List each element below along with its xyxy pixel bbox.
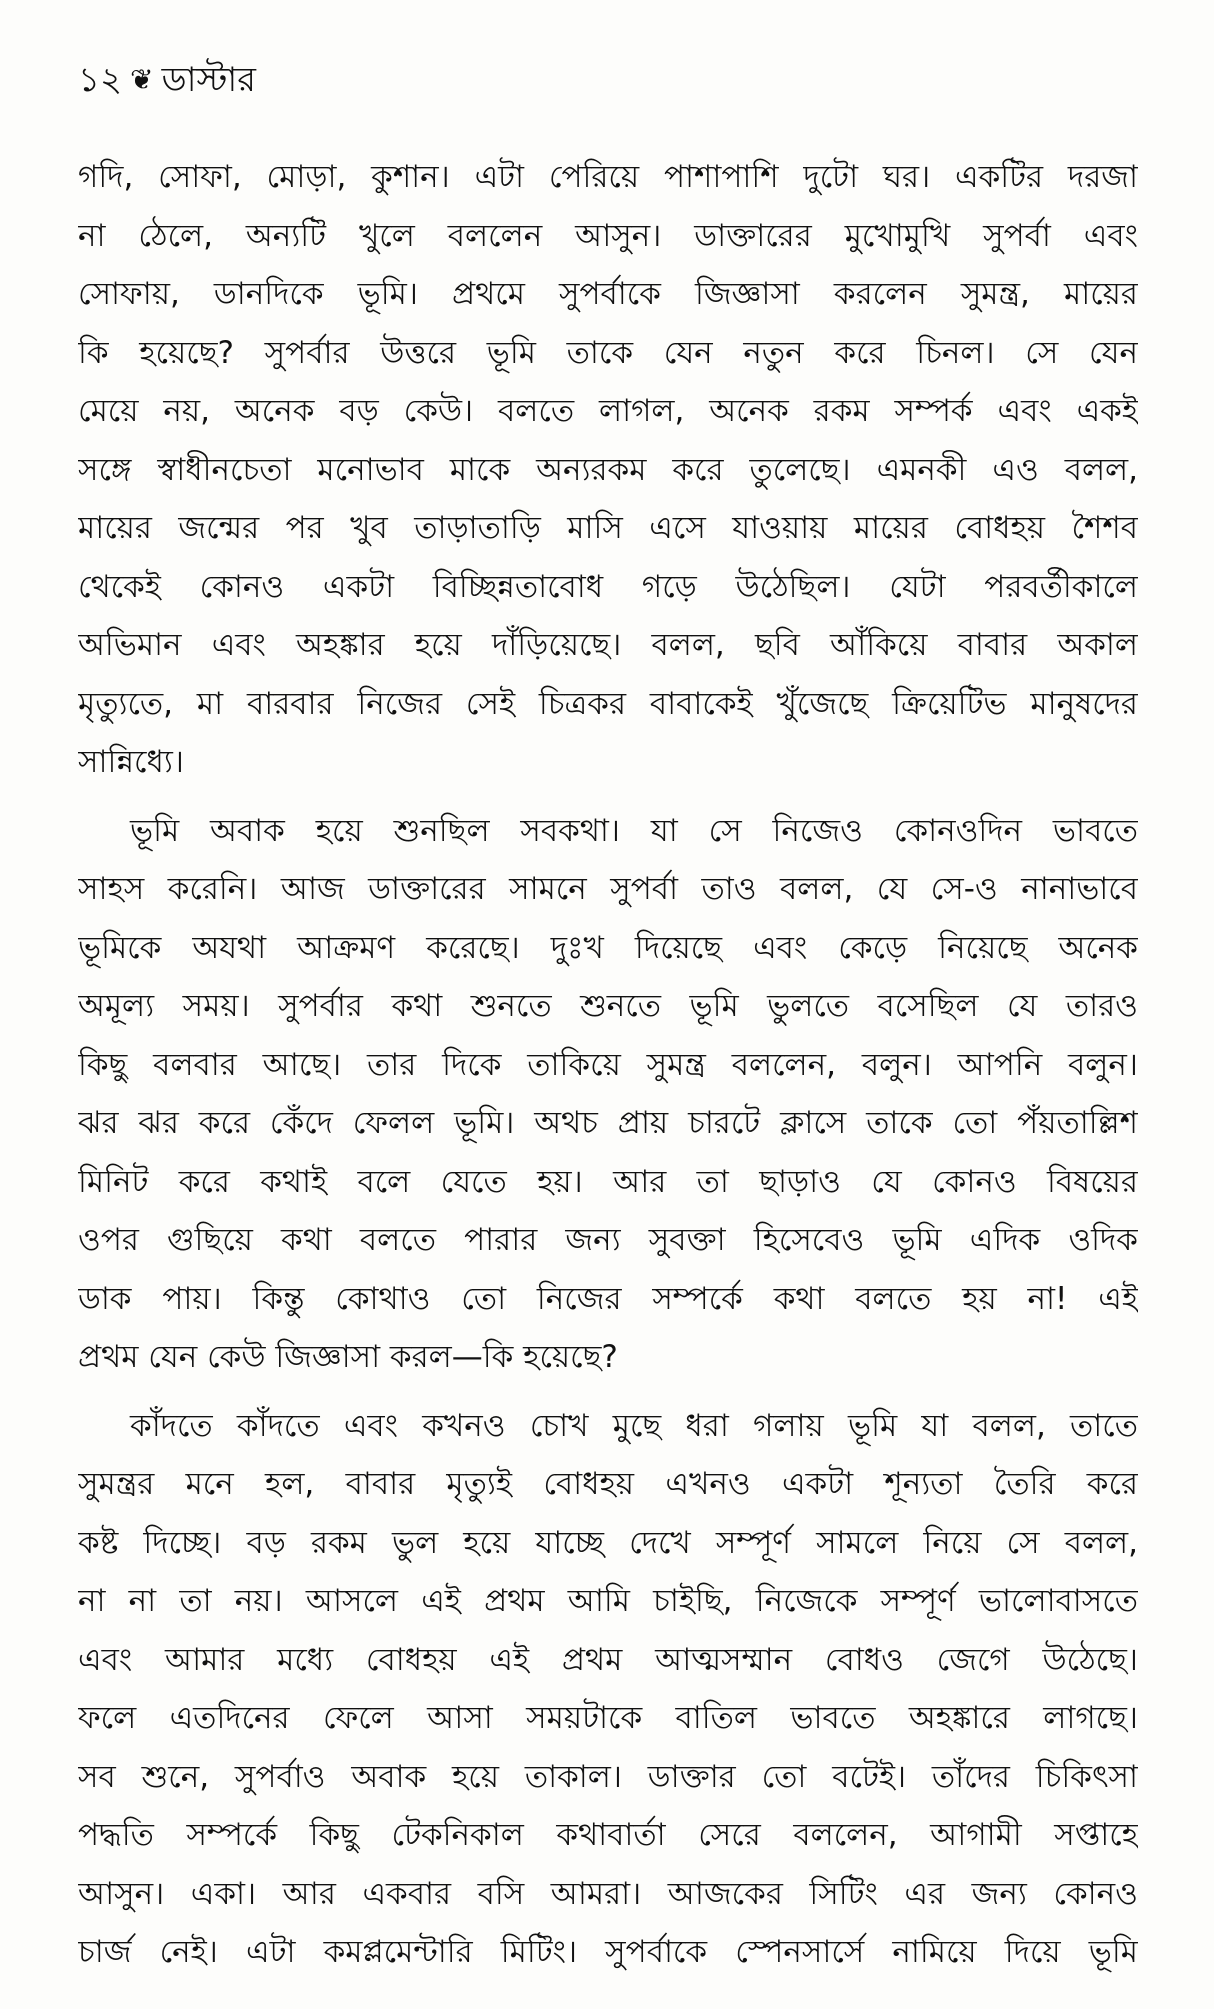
text-line: সঙ্গে স্বাধীনচেতা মনোভাব মাকে অন্যরকম করে তুলেছে। এমনকী এও বলল, xyxy=(78,451,1138,488)
paragraph-1 xyxy=(78,148,1138,792)
text-line: ভূমি অবাক হয়ে শুনছিল সবকথা। যা সে নিজেও কোনওদিন ভাবতে xyxy=(130,812,1138,849)
text-line: ওপর গুছিয়ে কথা বলতে পারার জন্য সুবক্তা হিসেবেও ভূমি এদিক ওদিক xyxy=(78,1222,1138,1258)
text-line: সব শুনে, সুপর্বাও অবাক হয়ে তাকাল। ডাক্তার তো বটেই। তাঁদের চিকিৎসা xyxy=(78,1758,1138,1795)
text-line: কিছু বলবার আছে। তার দিকে তাকিয়ে সুমন্ত্র বললেন, বলুন। আপনি বলুন। xyxy=(78,1046,1138,1083)
text-line: সুমন্ত্রর মনে হল, বাবার মৃত্যুই বোধহয় এখনও একটা শূন্যতা তৈরি করে xyxy=(78,1466,1138,1502)
text-line: কষ্ট দিচ্ছে। বড় রকম ভুল হয়ে যাচ্ছে দেখে সম্পূর্ণ সামলে নিয়ে সে বলল, xyxy=(78,1524,1138,1561)
text-line: এবং আমার মধ্যে বোধহয় এই প্রথম আত্মসম্মান বোধও জেগে উঠেছে। xyxy=(78,1641,1138,1678)
text-line: চার্জ নেই। এটা কমপ্লমেন্টারি মিটিং। সুপর্বাকে স্পেনসার্সে নামিয়ে দিয়ে ভূমি xyxy=(78,1934,1138,1970)
text-line: সোফায়, ডানদিকে ভূমি। প্রথমে সুপর্বাকে জিজ্ঞাসা করলেন সুমন্ত্র, মায়ের xyxy=(78,276,1138,312)
text-line: ভূমিকে অযথা আক্রমণ করেছে। দুঃখ দিয়েছে এবং কেড়ে নিয়েছে অনেক xyxy=(78,929,1138,966)
fleuron-icon: ❦ xyxy=(130,63,154,96)
text-line: সান্নিধ্যে। xyxy=(78,744,184,780)
text-line: ডাক পায়। কিন্তু কোথাও তো নিজের সম্পর্কে কথা বলতে হয় না! এই xyxy=(78,1280,1138,1317)
text-line: গদি, সোফা, মোড়া, কুশান। এটা পেরিয়ে পাশাপাশি দুটো ঘর। একটির দরজা xyxy=(78,159,1138,195)
text-line: না না তা নয়। আসলে এই প্রথম আমি চাইছি, নিজেকে সম্পূর্ণ ভালোবাসতে xyxy=(78,1583,1138,1619)
paragraph-gap xyxy=(78,792,1138,802)
page-number: ১২ xyxy=(78,60,123,100)
text-line: কি হয়েছে? সুপর্বার উত্তরে ভূমি তাকে যেন নতুন করে চিনল। সে যেন xyxy=(78,334,1138,371)
text-line: মায়ের জন্মের পর খুব তাড়াতাড়ি মাসি এসে যাওয়ায় মায়ের বোধহয় শৈশব xyxy=(78,510,1138,546)
body-text xyxy=(78,148,1138,1982)
text-line: মিনিট করে কথাই বলে যেতে হয়। আর তা ছাড়াও যে কোনও বিষয়ের xyxy=(78,1163,1138,1200)
text-line: সাহস করেনি। আজ ডাক্তারের সামনে সুপর্বা তাও বলল, যে সে-ও নানাভাবে xyxy=(78,871,1138,907)
text-line: প্রথম যেন কেউ জিজ্ঞাসা করল—কি হয়েছে? xyxy=(78,1339,618,1375)
book-title: ডাস্টার xyxy=(161,60,256,100)
text-line: থেকেই কোনও একটা বিচ্ছিন্নতাবোধ গড়ে উঠেছিল। যেটা পরবর্তীকালে xyxy=(78,568,1138,605)
text-line: মৃত্যুতে, মা বারবার নিজের সেই চিত্রকর বাবাকেই খুঁজেছে ক্রিয়েটিভ মানুষদের xyxy=(78,685,1138,722)
text-line: না ঠেলে, অন্যটি খুলে বললেন আসুন। ডাক্তারের মুখোমুখি সুপর্বা এবং xyxy=(78,217,1138,254)
text-line: অমূল্য সময়। সুপর্বার কথা শুনতে শুনতে ভূমি ভুলতে বসেছিল যে তারও xyxy=(78,988,1138,1024)
text-line: ঝর ঝর করে কেঁদে ফেলল ভূমি। অথচ প্রায় চারটে ক্লাসে তাকে তো পঁয়তাল্লিশ xyxy=(78,1105,1138,1141)
paragraph-2 xyxy=(78,802,1138,1387)
text-line: পদ্ধতি সম্পর্কে কিছু টেকনিকাল কথাবার্তা সেরে বললেন, আগামী সপ্তাহে xyxy=(78,1817,1138,1853)
paragraph-3 xyxy=(78,1397,1138,1982)
text-line: মেয়ে নয়, অনেক বড় কেউ। বলতে লাগল, অনেক রকম সম্পর্ক এবং একই xyxy=(78,393,1138,429)
text-line: কাঁদতে কাঁদতে এবং কখনও চোখ মুছে ধরা গলায় ভূমি যা বলল, তাতে xyxy=(130,1407,1138,1444)
running-head xyxy=(78,58,256,102)
text-line: ফলে এতদিনের ফেলে আসা সময়টাকে বাতিল ভাবতে অহঙ্কারে লাগছে। xyxy=(78,1700,1138,1736)
paragraph-gap xyxy=(78,1387,1138,1397)
text-line: আসুন। একা। আর একবার বসি আমরা। আজকের সিটিং এর জন্য কোনও xyxy=(78,1875,1138,1912)
text-line: অভিমান এবং অহঙ্কার হয়ে দাঁড়িয়েছে। বলল, ছবি আঁকিয়ে বাবার অকাল xyxy=(78,627,1138,663)
